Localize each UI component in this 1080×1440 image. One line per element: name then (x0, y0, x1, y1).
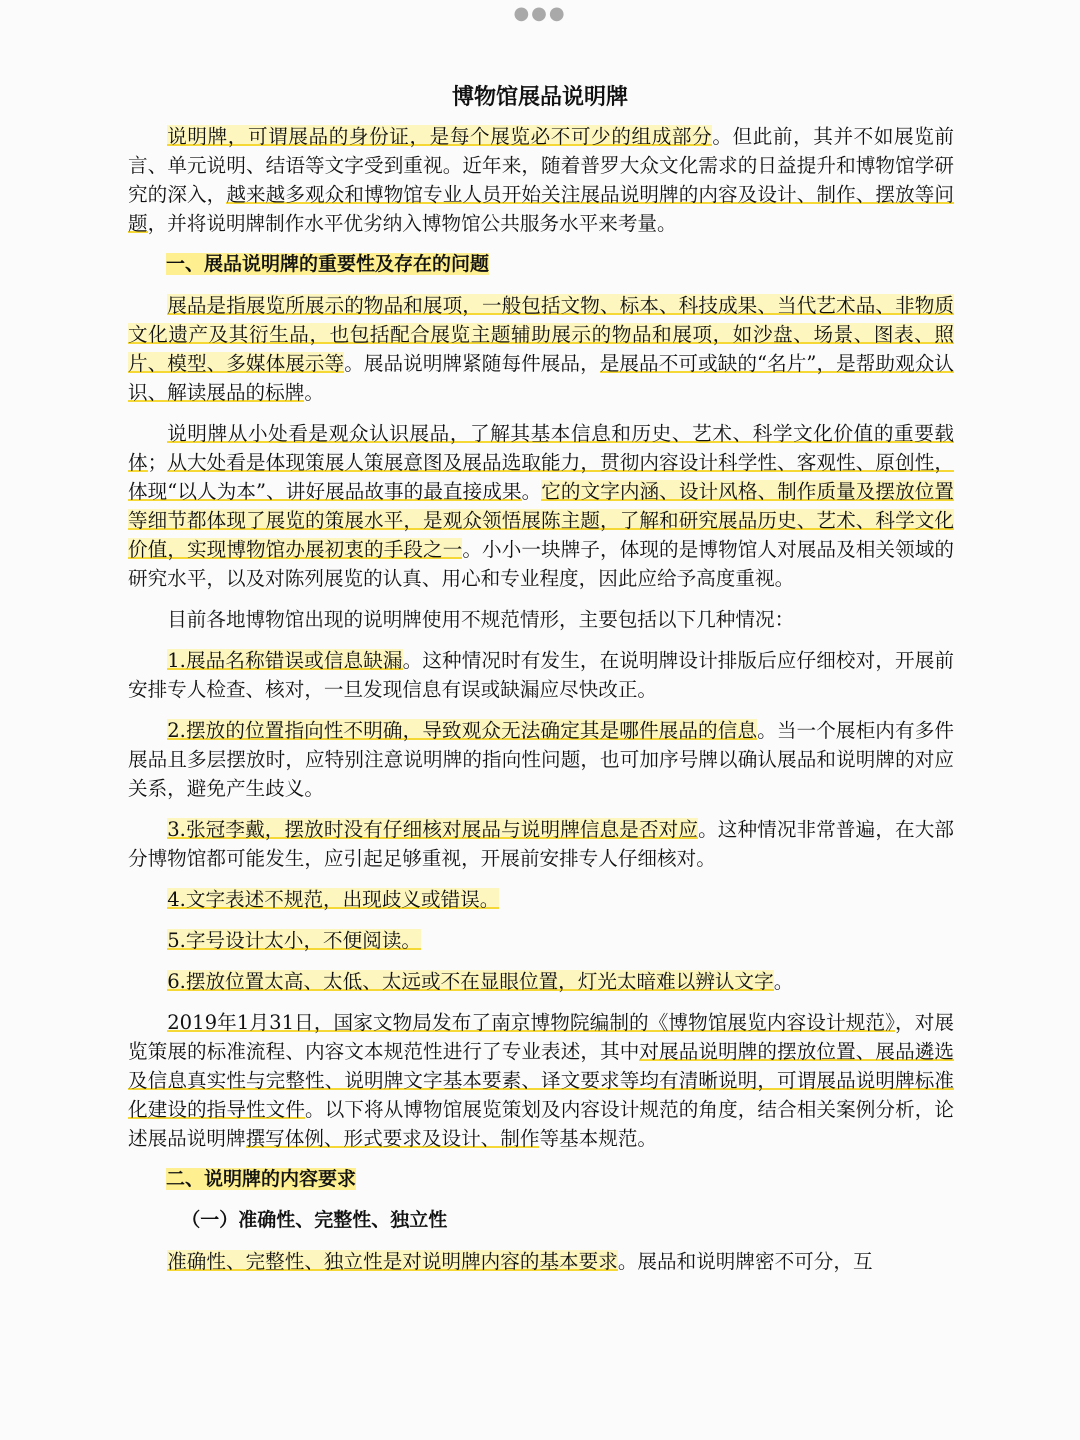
section-heading-1 (128, 250, 954, 279)
intro-paragraph (128, 122, 954, 238)
underline-highlight: 越来越多观众和博物馆专业人员开始关注展品说明牌的内容及设计、制作、摆放等问题 (128, 183, 955, 235)
highlight: 5.字号设计太小，不便阅读。 (167, 929, 422, 952)
more-options-icon[interactable]: ●●● (513, 3, 567, 24)
underline-highlight: 对展品说明牌的摆放位置、展品遴选及信息真实性与完整性、说明牌文字基本要素、译文要求等均有清晰说明，可谓展品说明牌标准化建设的指导性文件 (128, 1040, 955, 1121)
highlight: 1.展品名称错误或信息缺漏 (167, 649, 403, 672)
highlight: 6.摆放位置太高、太低、太远或不在显眼位置，灯光太暗难以辨认文字 (167, 970, 774, 993)
heading-highlight: 二、说明牌的内容要求 (166, 1168, 357, 1190)
text: 。展品和说明牌密不可分，互 (617, 1250, 873, 1273)
section-heading-2 (128, 1165, 954, 1194)
problem-item-6 (128, 967, 954, 996)
document-title: 博物馆展品说明牌 (451, 85, 628, 110)
underline-highlight: 2019年1月31日，国家文物局发布了南京博物院编制的《博物馆展览内容设计规范》 (167, 1011, 896, 1034)
text: 。但此前，其并不如展览前言、单元说明、结语等文字受到重视。近年来，随着普罗大众文化需求的日益提升和博物馆学研究的深入， (128, 125, 955, 206)
document-body (128, 122, 954, 1288)
paragraph-content-requirements (128, 1247, 954, 1276)
text: ，对展览策展的标准流程、内容文本规范性进行了专业表述，其中 (128, 1011, 955, 1063)
text: ； (147, 451, 168, 474)
highlight: 展品是指展览所展示的物品和展项，一般包括文物、标本、科技成果、当代艺术品、非物质文化遗产及其衍生品，也包括配合展览主题辅助展示的物品和展项，如沙盘、场景、图表、照片、模型、多媒体展示等 (128, 294, 954, 375)
underline-highlight: 撰写体例、形式要求及设计、制作 (245, 1127, 540, 1150)
paragraph-specification (128, 1008, 954, 1153)
highlight: 说明牌，可谓展品的身份证，是每个展览必不可少的组成部分 (167, 125, 713, 148)
paragraph-exhibit-definition (128, 291, 954, 407)
text: 等基本规范。 (539, 1127, 658, 1150)
text: 。 (773, 970, 794, 993)
problem-item-5 (128, 926, 954, 955)
paragraph-label-importance (128, 419, 954, 593)
text: 。 (521, 480, 542, 503)
underline-highlight: 说明牌从小处看是观众认识展品，了解其基本信息和历史、艺术、科学文化价值的重要载体 (128, 422, 954, 474)
problem-item-4 (128, 885, 954, 914)
text: 。展品说明牌紧随每件展品， (344, 352, 600, 375)
problem-item-1 (128, 646, 954, 704)
text: 。小小一块牌子，体现的是博物馆人对展品及相关领域的研究水平，以及对陈列展览的认真、用心和专业程度，因此应给予高度重视。 (128, 538, 955, 590)
paragraph-problems-intro: 目前各地博物馆出现的说明牌使用不规范情形，主要包括以下几种情况： (167, 608, 795, 631)
highlight: 4.文字表述不规范，出现歧义或错误。 (167, 888, 500, 911)
underline-highlight: 是展品不可或缺的“名片”，是帮助观众认识、解读展品的标牌 (128, 352, 954, 404)
text: 。以下将从博物馆展览策划及内容设计规范的角度，结合相关案例分析，论述展品说明牌 (128, 1098, 955, 1150)
text: 。这种情况非常普遍，在大部分博物馆都可能发生，应引起足够重视，开展前安排专人仔细核对。 (128, 818, 954, 870)
text: 。这种情况时有发生，在说明牌设计排版后应仔细校对，开展前安排专人检查、核对，一旦发现信息有误或缺漏应尽快改正。 (128, 649, 955, 701)
problem-item-2 (128, 716, 954, 803)
heading-highlight: 一、展品说明牌的重要性及存在的问题 (166, 253, 490, 275)
highlight: 准确性、完整性、独立性是对说明牌内容的基本要求 (167, 1250, 618, 1273)
text: ，并将说明牌制作水平优劣纳入博物馆公共服务水平来考量。 (147, 212, 677, 235)
problem-item-3 (128, 815, 954, 873)
text: 。当一个展柜内有多件展品且多层摆放时，应特别注意说明牌的指向性问题，也可加序号牌以确认展品和说明牌的对应关系，避免产生歧义。 (128, 719, 954, 800)
highlight: 3.张冠李戴，摆放时没有仔细核对展品与说明牌信息是否对应 (167, 818, 699, 841)
subsection-heading: （一）准确性、完整性、独立性 (181, 1209, 448, 1231)
highlight: 它的文字内涵、设计风格、制作质量及摆放位置等细节都体现了展览的策展水平，是观众领悟展陈主题，了解和研究展品历史、艺术、科学文化价值，实现博物馆办展初衷的手段之一 (128, 480, 954, 561)
underline-highlight: 从大处看是体现策展人策展意图及展品选取能力，贯彻内容设计科学性、客观性、原创性，体现“以人为本”、讲好展品故事的最直接成果 (128, 451, 955, 503)
text: 。 (304, 381, 324, 404)
highlight: 2.摆放的位置指向性不明确，导致观众无法确定其是哪件展品的信息 (167, 719, 758, 742)
